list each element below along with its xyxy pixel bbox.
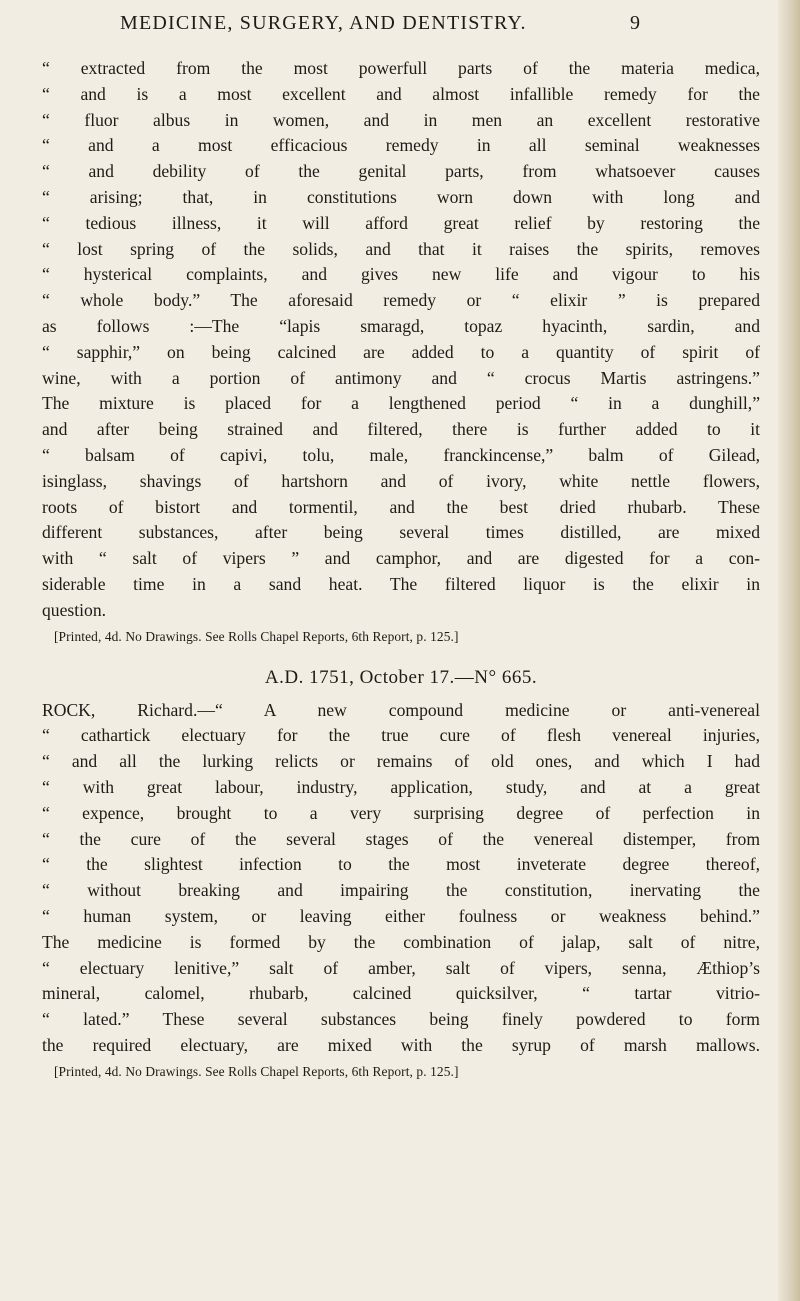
running-head-title: MEDICINE, SURGERY, AND DENTISTRY. [120, 12, 527, 34]
text-line: “ human system, or leaving either foulness or weakness behind.” [42, 905, 760, 926]
text-line: “ the cure of the several stages of the venereal distemper, from [42, 828, 760, 849]
text-line: question. [42, 599, 107, 620]
text-line: different substances, after being several times distilled, are mixed [42, 522, 760, 543]
text-line: as follows :—The “lapis smaragd, topaz hyacinth, sardin, and [42, 315, 760, 336]
page-number: 9 [630, 12, 642, 34]
text-line: mineral, calomel, rhubarb, calcined quicksilver, “ tartar vitrio- [42, 983, 760, 1004]
paragraph-1 [42, 56, 760, 624]
text-line: “ and debility of the genital parts, from whatsoever causes [42, 161, 760, 182]
text-line: “ extracted from the most powerfull parts of the materia medica, [42, 58, 760, 78]
text-line: “ electuary lenitive,” salt of amber, salt of vipers, senna, Æthiop’s [42, 957, 760, 978]
text-block [42, 56, 760, 1085]
printing-note: [Printed, 4d. No Drawings. See Rolls Chapel Reports, 6th Report, p. 125.] [54, 628, 459, 644]
text-line: isinglass, shavings of hartshorn and of ivory, white nettle flowers, [42, 470, 760, 491]
text-line: “ arising; that, in constitutions worn down with long and [42, 186, 760, 207]
text-line: “ the slightest infection to the most inveterate degree thereof, [42, 854, 760, 875]
text-line: “ with great labour, industry, application, study, and at a great [42, 776, 760, 797]
text-line: “ fluor albus in women, and in men an excellent restorative [42, 109, 760, 130]
text-line: The medicine is formed by the combination of jalap, salt of nitre, [42, 931, 760, 952]
running-head [110, 12, 670, 46]
text-line: The mixture is placed for a lengthened period “ in a dunghill,” [42, 393, 760, 414]
text-line: and after being strained and filtered, there is further added to it [42, 419, 760, 440]
text-line: with “ salt of vipers ” and camphor, and are digested for a con- [42, 548, 760, 569]
text-line: “ sapphir,” on being calcined are added to a quantity of spirit of [42, 341, 760, 362]
text-line: “ cathartick electuary for the true cure of flesh venereal injuries, [42, 725, 760, 746]
text-line: siderable time in a sand heat. The filtered liquor is the elixir in [42, 573, 760, 594]
paragraph-2 [42, 698, 760, 1059]
text-line: “ hysterical complaints, and gives new life and vigour to his [42, 264, 760, 285]
text-line: the required electuary, are mixed with the syrup of marsh mallows. [42, 1034, 760, 1055]
text-line: “ without breaking and impairing the constitution, inervating the [42, 880, 760, 901]
page-edge [778, 0, 800, 1301]
text-line: wine, with a portion of antimony and “ crocus Martis astringens.” [42, 367, 760, 388]
text-line: “ balsam of capivi, tolu, male, franckincense,” balm of Gilead, [42, 444, 760, 465]
text-line: “ expence, brought to a very surprising degree of perfection in [42, 802, 760, 823]
text-line: roots of bistort and tormentil, and the best dried rhubarb. These [42, 496, 760, 517]
text-line: “ lost spring of the solids, and that it raises the spirits, removes [42, 238, 760, 259]
text-line: “ lated.” These several substances being finely powdered to form [42, 1009, 760, 1030]
text-line: “ and a most efficacious remedy in all seminal weaknesses [42, 135, 760, 156]
entry-heading: A.D. 1751, October 17.—N° 665. [264, 666, 538, 688]
text-line: ROCK, Richard.—“ A new compound medicine or anti-venereal [42, 699, 760, 720]
printing-note: [Printed, 4d. No Drawings. See Rolls Chapel Reports, 6th Report, p. 125.] [54, 1063, 459, 1079]
text-line: “ and is a most excellent and almost infallible remedy for the [42, 83, 760, 104]
text-line: “ whole body.” The aforesaid remedy or “ elixir ” is prepared [42, 290, 760, 311]
text-line: “ and all the lurking relicts or remains of old ones, and which I had [42, 751, 760, 772]
text-line: “ tedious illness, it will afford great relief by restoring the [42, 212, 760, 233]
